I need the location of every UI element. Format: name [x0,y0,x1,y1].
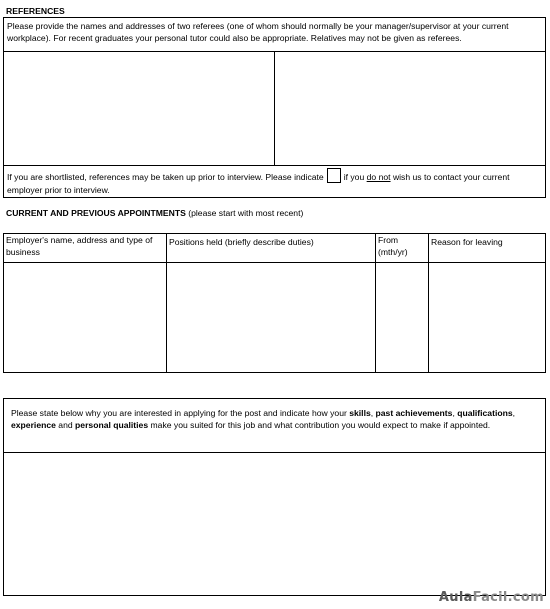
shortlist-text-after: wish us to contact your current employer prior to interview. [7,172,510,196]
appointments-note: (please start with most recent) [188,208,304,218]
statement-bold-achievements: past achievements [375,408,453,418]
watermark-logo [439,589,544,607]
references-heading: REFERENCES [6,6,65,16]
references-instructions: Please provide the names and addresses of two referees (one of whom should normally be your manager/supervisor at your current workplace). For recent graduates your personal tutor could also be appropriate. Relatives may not be given as referees. [7,21,509,43]
column-header-from: From (mth/yr) [378,235,408,257]
no-contact-checkbox[interactable] [327,168,341,183]
reason-field[interactable] [429,263,545,372]
shortlist-text-mid: if you [343,172,365,182]
column-header-employer: Employer's name, address and type of business [6,235,153,257]
shortlist-note [7,168,543,198]
appointments-heading: CURRENT AND PREVIOUS APPOINTMENTS [6,208,186,218]
statement-text-4: , [512,408,515,418]
divider [3,165,546,166]
statement-bold-personal-qualities: personal qualities [75,419,149,430]
statement-bold-skills: skills [349,408,371,418]
referee-2-field[interactable] [275,52,545,165]
column-header-reason: Reason for leaving [431,237,503,247]
employer-field[interactable] [4,263,166,372]
from-date-field[interactable] [376,263,428,372]
positions-field[interactable] [167,263,375,372]
referee-1-field[interactable] [4,52,274,165]
statement-text-1: Please state below why you are interested in applying for the post and indicate how your [11,408,350,418]
watermark-left: Aula [438,590,473,606]
statement-bold-experience: experience [11,419,56,430]
shortlist-text-underlined: do not [366,172,391,182]
watermark-right: Facil [472,590,508,606]
statement-instructions [11,408,541,431]
statement-text-2: , [370,408,376,418]
watermark-suffix: .com [507,590,544,606]
shortlist-text-before: If you are shortlisted, references may be taken up prior to interview. Please indicate [7,172,324,182]
appointments-heading-line [6,208,303,220]
statement-bold-qualifications: qualifications [457,408,513,418]
column-header-positions: Positions held (briefly describe duties) [169,237,314,247]
statement-text-3: , [452,408,458,418]
statement-text-5: and [55,419,76,430]
statement-text-6: make you suited for this job and what contribution you would expect to make if appointed. [148,419,491,430]
statement-field[interactable] [4,453,545,595]
